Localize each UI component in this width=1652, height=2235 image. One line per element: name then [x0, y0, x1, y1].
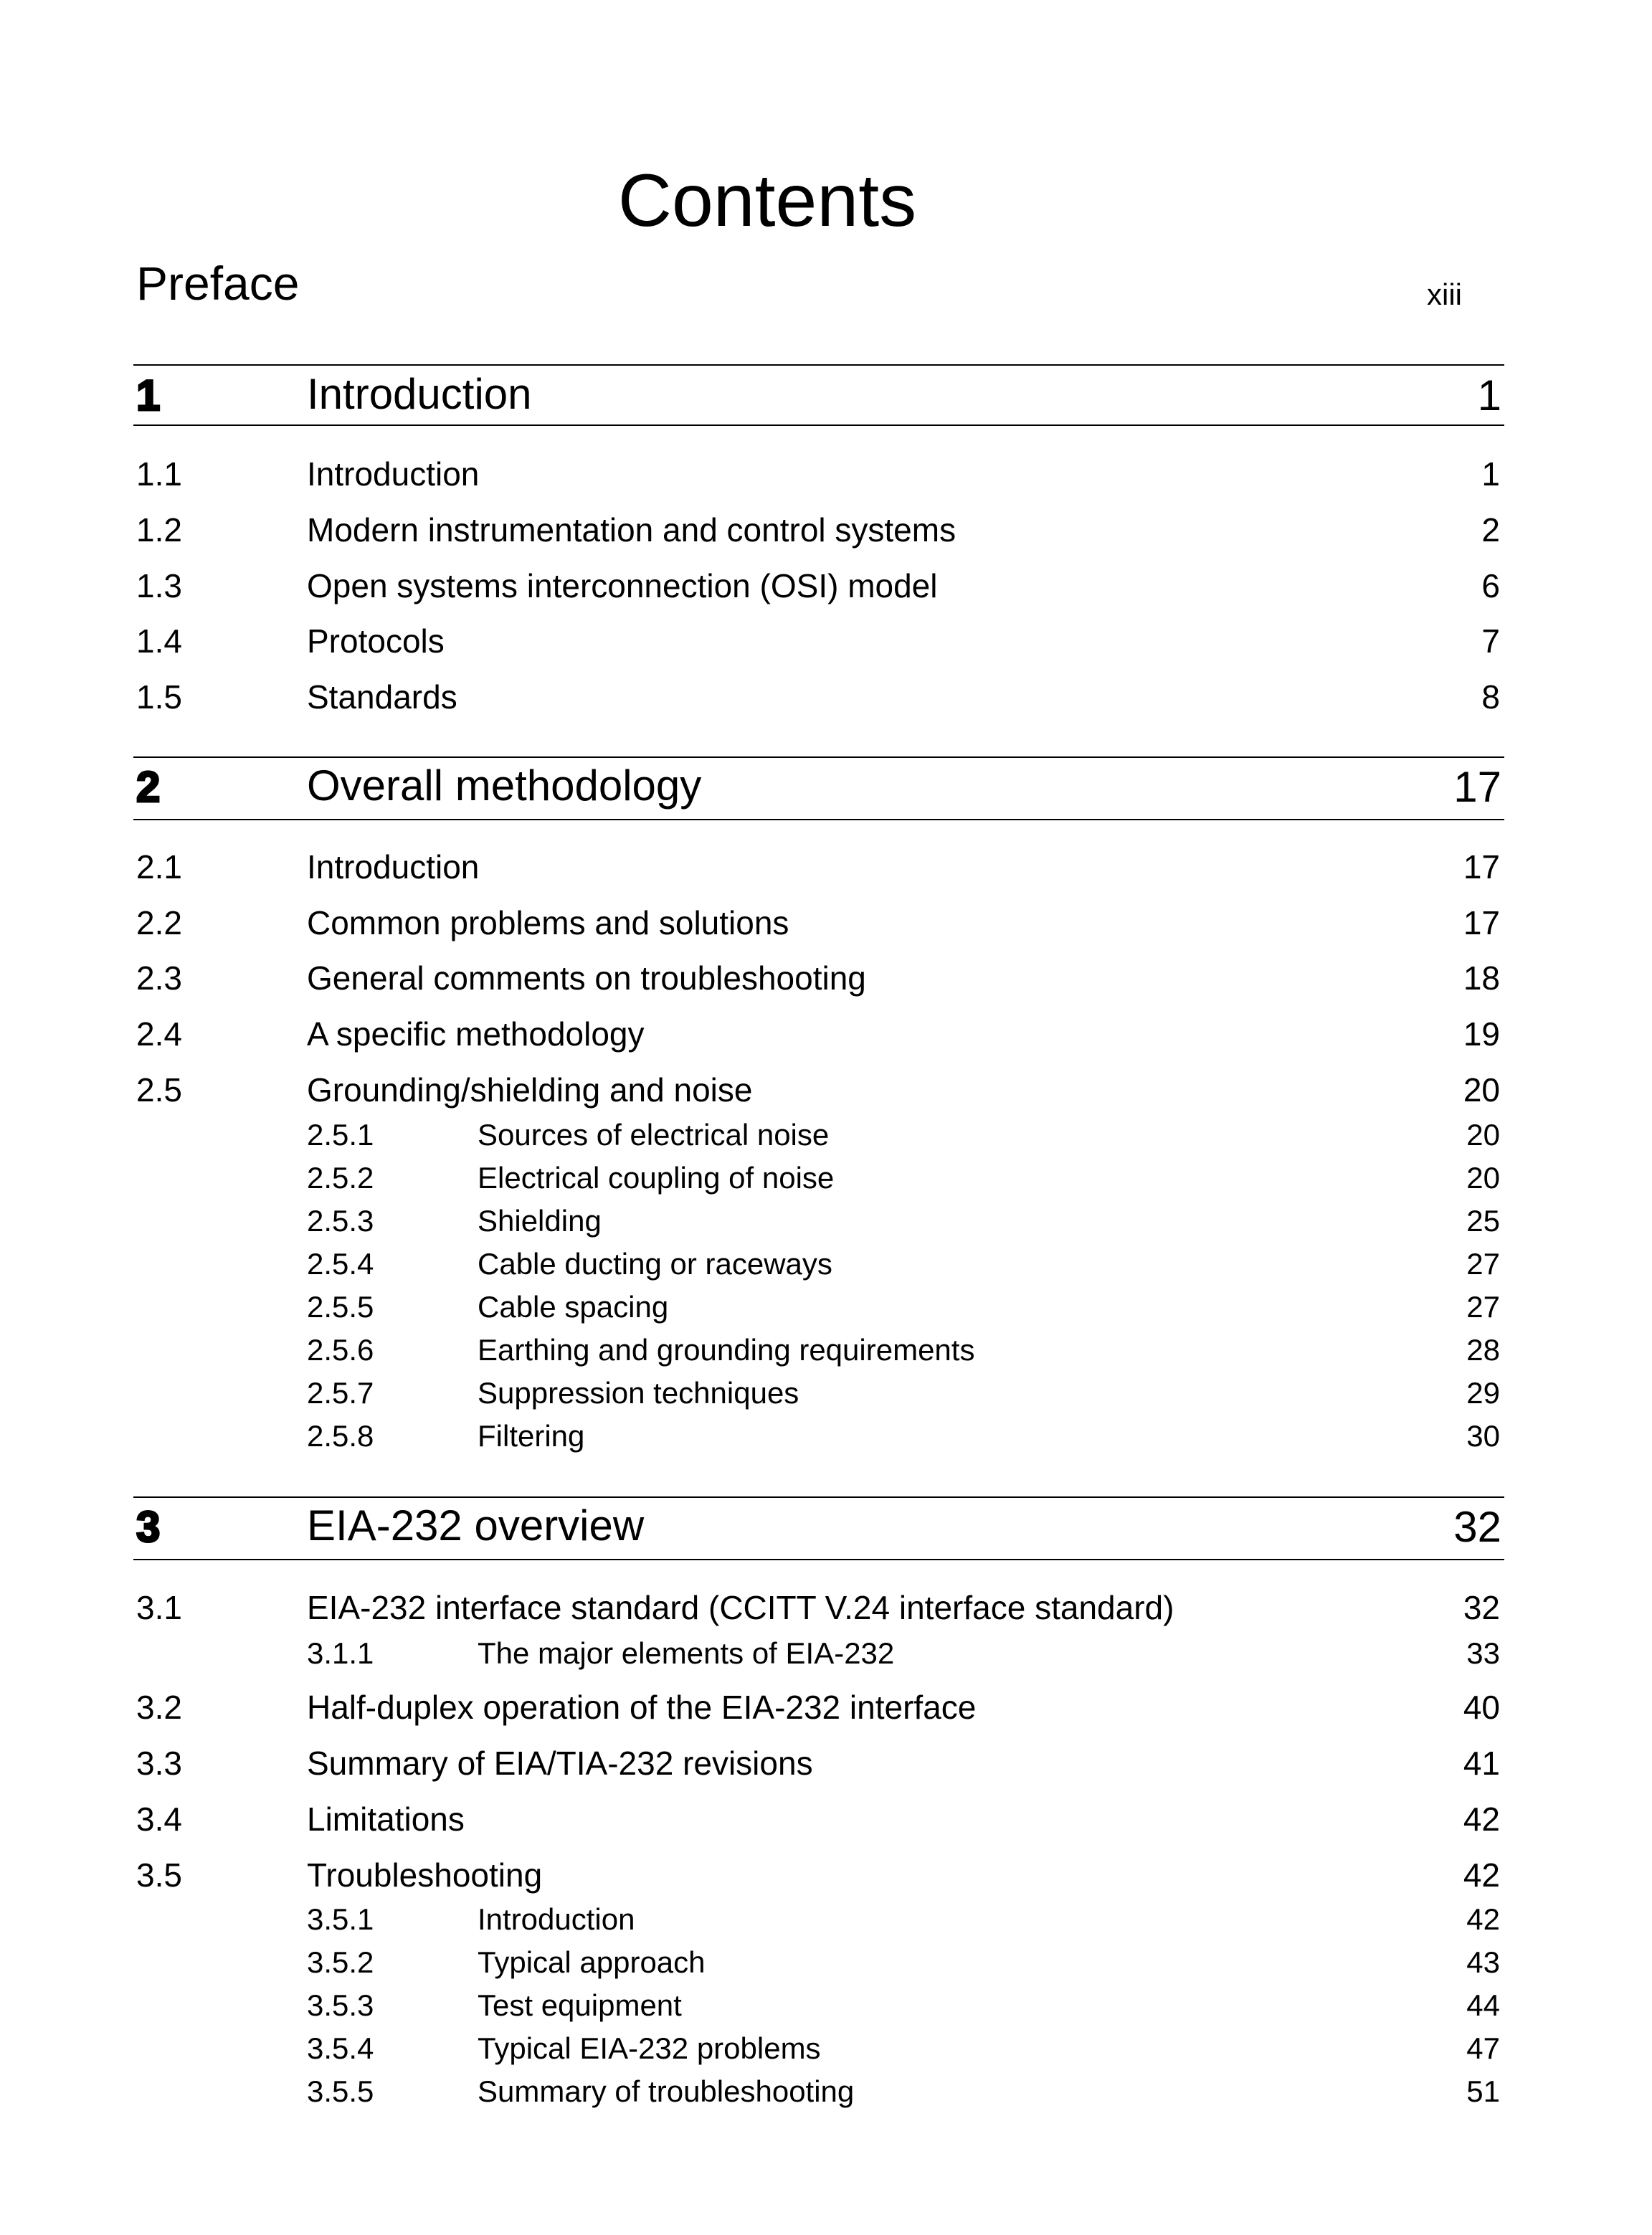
section-title[interactable]: Standards: [307, 678, 457, 716]
section-page: 42: [1463, 1856, 1500, 1894]
subsection-page: 51: [1466, 2074, 1500, 2108]
page-title: Contents: [617, 159, 917, 242]
subsection-page: 33: [1466, 1636, 1500, 1670]
subsection-page: 27: [1466, 1290, 1500, 1324]
subsection-number: 2.5.2: [307, 1161, 374, 1195]
section-page: 32: [1463, 1589, 1500, 1626]
section-title[interactable]: Half-duplex operation of the EIA-232 interface: [307, 1689, 977, 1726]
section-page: 1: [1481, 455, 1500, 493]
subsection-title[interactable]: Introduction: [478, 1902, 635, 1936]
section-number: 2.4: [136, 1015, 182, 1053]
subsection-number: 3.5.2: [307, 1945, 374, 1979]
subsection-number: 2.5.8: [307, 1419, 374, 1453]
subsection-number: 3.5.4: [307, 2031, 374, 2065]
chapter-2-top-rule: [133, 756, 1504, 758]
section-number: 1.5: [136, 678, 182, 716]
chapter-1-title[interactable]: Introduction: [307, 370, 532, 418]
subsection-number: 3.5.5: [307, 2074, 374, 2108]
subsection-page: 20: [1466, 1161, 1500, 1195]
subsection-number: 3.5.3: [307, 1988, 374, 2022]
section-number: 1.3: [136, 567, 182, 604]
subsection-title[interactable]: Test equipment: [478, 1988, 682, 2022]
section-page: 20: [1463, 1071, 1500, 1109]
chapter-2-page: 17: [1453, 763, 1501, 811]
subsection-title[interactable]: Earthing and grounding requirements: [478, 1333, 975, 1367]
subsection-title[interactable]: Filtering: [478, 1419, 585, 1453]
chapter-1-number: 1: [136, 371, 161, 419]
section-page: 17: [1463, 904, 1500, 941]
chapter-3-number: 3: [136, 1503, 161, 1551]
section-number: 2.1: [136, 848, 182, 886]
subsection-number: 2.5.7: [307, 1376, 374, 1410]
subsection-title[interactable]: Electrical coupling of noise: [478, 1161, 835, 1195]
subsection-page: 29: [1466, 1376, 1500, 1410]
section-number: 2.3: [136, 959, 182, 997]
chapter-2-title[interactable]: Overall methodology: [307, 761, 702, 810]
subsection-title[interactable]: Cable spacing: [478, 1290, 669, 1324]
subsection-number: 2.5.4: [307, 1247, 374, 1281]
section-title[interactable]: Summary of EIA/TIA-232 revisions: [307, 1745, 813, 1782]
section-page: 19: [1463, 1015, 1500, 1053]
subsection-page: 47: [1466, 2031, 1500, 2065]
section-title[interactable]: Modern instrumentation and control systems: [307, 511, 956, 549]
subsection-page: 25: [1466, 1204, 1500, 1238]
section-title[interactable]: Grounding/shielding and noise: [307, 1071, 753, 1109]
section-number: 3.4: [136, 1800, 182, 1838]
subsection-title[interactable]: Summary of troubleshooting: [478, 2074, 855, 2108]
subsection-title[interactable]: Suppression techniques: [478, 1376, 799, 1410]
subsection-page: 27: [1466, 1247, 1500, 1281]
chapter-2-number: 2: [136, 763, 161, 811]
section-number: 3.2: [136, 1689, 182, 1726]
section-title[interactable]: Protocols: [307, 622, 445, 660]
chapter-2-bottom-rule: [133, 819, 1504, 820]
chapter-3-page: 32: [1453, 1503, 1501, 1551]
section-title[interactable]: Open systems interconnection (OSI) model: [307, 567, 938, 604]
preface-label[interactable]: Preface: [136, 257, 300, 310]
preface-page-number: xiii: [1427, 277, 1462, 311]
section-title[interactable]: Introduction: [307, 455, 480, 493]
chapter-3-bottom-rule: [133, 1559, 1504, 1560]
section-title[interactable]: Troubleshooting: [307, 1856, 543, 1894]
subsection-title[interactable]: Sources of electrical noise: [478, 1118, 830, 1152]
section-page: 6: [1481, 567, 1500, 604]
section-title[interactable]: Limitations: [307, 1800, 465, 1838]
section-number: 3.3: [136, 1745, 182, 1782]
subsection-title[interactable]: The major elements of EIA-232: [478, 1636, 895, 1670]
chapter-1-top-rule: [133, 364, 1504, 366]
chapter-1-page: 1: [1477, 371, 1501, 419]
subsection-number: 2.5.6: [307, 1333, 374, 1367]
section-title[interactable]: EIA-232 interface standard (CCITT V.24 interface standard): [307, 1589, 1174, 1626]
subsection-page: 28: [1466, 1333, 1500, 1367]
section-number: 2.2: [136, 904, 182, 941]
chapter-3-top-rule: [133, 1496, 1504, 1498]
subsection-page: 43: [1466, 1945, 1500, 1979]
section-number: 2.5: [136, 1071, 182, 1109]
section-title[interactable]: General comments on troubleshooting: [307, 959, 866, 997]
section-page: 18: [1463, 959, 1500, 997]
section-page: 7: [1481, 622, 1500, 660]
section-page: 17: [1463, 848, 1500, 886]
section-title[interactable]: Introduction: [307, 848, 480, 886]
subsection-title[interactable]: Typical approach: [478, 1945, 706, 1979]
section-page: 2: [1481, 511, 1500, 549]
section-title[interactable]: A specific methodology: [307, 1015, 645, 1053]
section-number: 3.5: [136, 1856, 182, 1894]
section-number: 3.1: [136, 1589, 182, 1626]
section-number: 1.4: [136, 622, 182, 660]
subsection-page: 20: [1466, 1118, 1500, 1152]
subsection-number: 3.1.1: [307, 1636, 374, 1670]
subsection-page: 30: [1466, 1419, 1500, 1453]
section-page: 41: [1463, 1745, 1500, 1782]
section-title[interactable]: Common problems and solutions: [307, 904, 789, 941]
chapter-3-title[interactable]: EIA-232 overview: [307, 1501, 645, 1550]
subsection-number: 3.5.1: [307, 1902, 374, 1936]
chapter-1-bottom-rule: [133, 424, 1504, 426]
section-number: 1.1: [136, 455, 182, 493]
subsection-number: 2.5.3: [307, 1204, 374, 1238]
section-page: 42: [1463, 1800, 1500, 1838]
subsection-number: 2.5.5: [307, 1290, 374, 1324]
section-page: 8: [1481, 678, 1500, 716]
section-number: 1.2: [136, 511, 182, 549]
section-page: 40: [1463, 1689, 1500, 1726]
subsection-page: 42: [1466, 1902, 1500, 1936]
subsection-title[interactable]: Shielding: [478, 1204, 602, 1238]
subsection-page: 44: [1466, 1988, 1500, 2022]
subsection-number: 2.5.1: [307, 1118, 374, 1152]
subsection-title[interactable]: Cable ducting or raceways: [478, 1247, 832, 1281]
subsection-title[interactable]: Typical EIA-232 problems: [478, 2031, 821, 2065]
